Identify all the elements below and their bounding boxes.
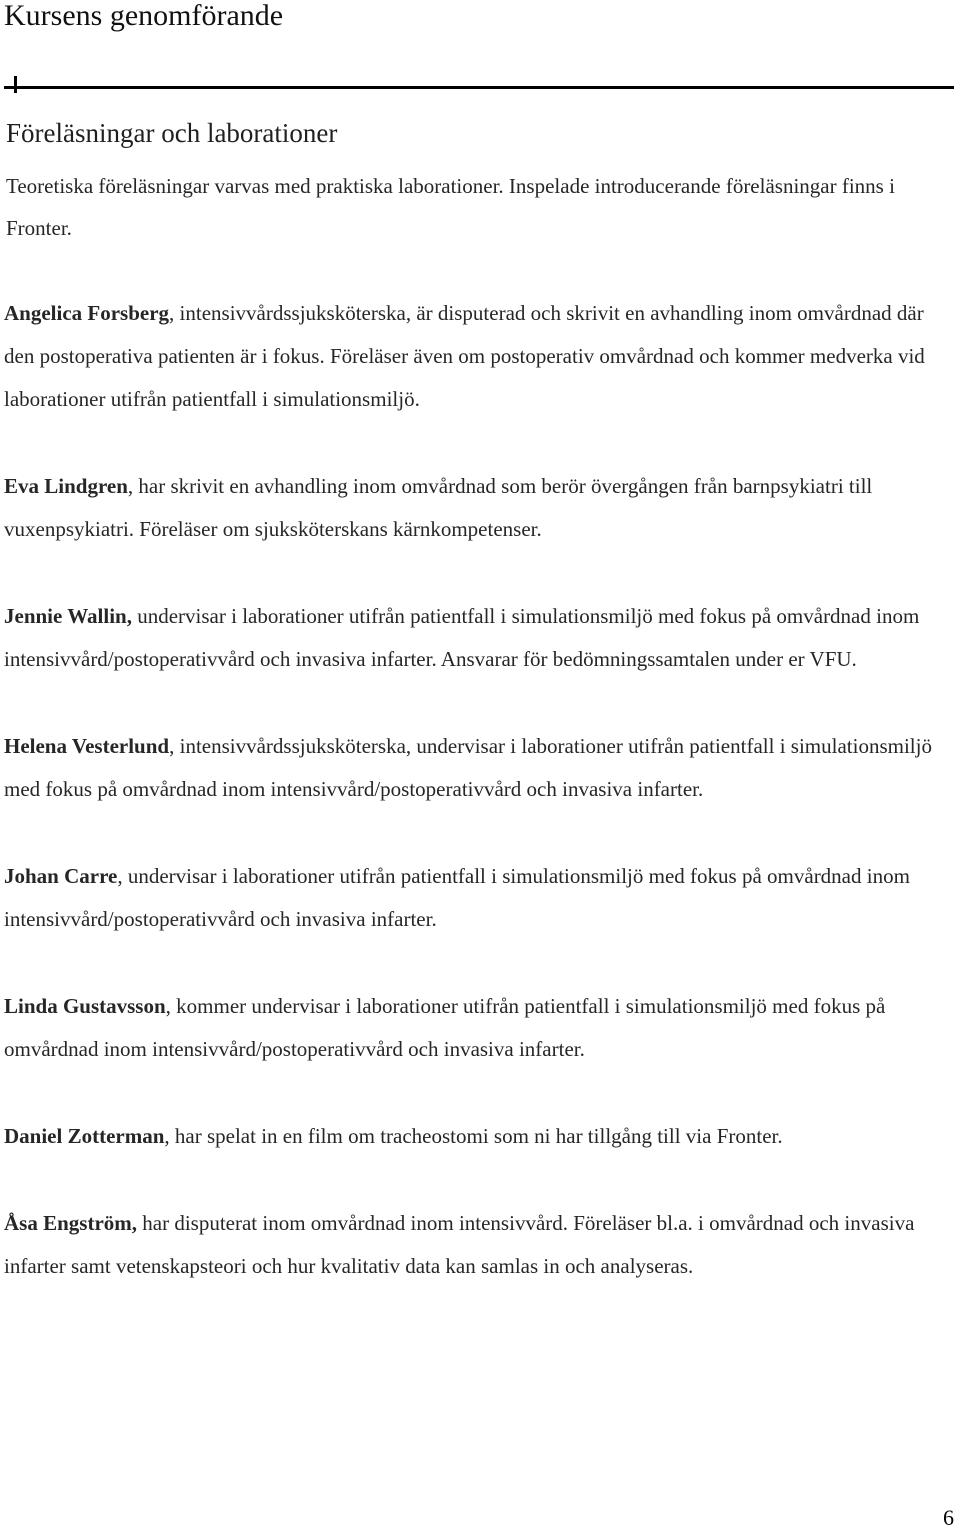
- person-description: , kommer undervisar i laborationer utifrån patientfall i simulationsmiljö med fokus på omvårdnad inom intensivvård/postoperativvård och invasiva infarter.: [4, 994, 886, 1061]
- person-name: Linda Gustavsson: [4, 994, 166, 1018]
- page-title: Kursens genomförande: [4, 0, 284, 32]
- person-paragraph: [4, 1115, 954, 1158]
- person-paragraph: [4, 595, 954, 681]
- intro-paragraph: Teoretiska föreläsningar varvas med praktiska laborationer. Inspelade introducerande föreläsningar finns i Fronter.: [6, 174, 895, 240]
- section-title: Föreläsningar och laborationer: [6, 118, 338, 148]
- staff-list: [4, 292, 954, 1332]
- person-description: , har skrivit en avhandling inom omvårdnad som berör övergången från barnpsykiatri till vuxenpsykiatri. Föreläser om sjuksköterskans kärnkompetenser.: [4, 474, 873, 541]
- person-paragraph: [4, 855, 954, 941]
- person-name: Angelica Forsberg: [4, 301, 170, 325]
- header-rule-tick: [14, 76, 17, 93]
- person-description: , intensivvårdssjuksköterska, är disputerad och skrivit en avhandling inom omvårdnad där den postoperativa patienten är i fokus. Föreläser även om postoperativ omvårdnad och kommer medverka vid laborationer utifrån patientfall i simulationsmiljö.: [4, 301, 925, 411]
- person-name: Johan Carre: [4, 864, 118, 888]
- person-paragraph: [4, 725, 954, 811]
- person-paragraph: [4, 1202, 954, 1288]
- person-paragraph: [4, 292, 954, 421]
- person-name: Eva Lindgren: [4, 474, 128, 498]
- person-name: Jennie Wallin,: [4, 604, 132, 628]
- header-rule: [4, 86, 954, 89]
- person-name: Åsa Engström,: [4, 1211, 138, 1235]
- person-description: undervisar i laborationer utifrån patientfall i simulationsmiljö med fokus på omvårdnad inom intensivvård/postoperativvård och invasiva infarter. Ansvarar för bedömningssamtalen under er VFU.: [4, 604, 920, 671]
- person-description: , har spelat in en film om tracheostomi som ni har tillgång till via Fronter.: [164, 1124, 783, 1148]
- person-name: Helena Vesterlund: [4, 734, 170, 758]
- person-name: Daniel Zotterman: [4, 1124, 165, 1148]
- person-description: , intensivvårdssjuksköterska, undervisar i laborationer utifrån patientfall i simulationsmiljö med fokus på omvårdnad inom intensivvård/postoperativvård och invasiva infarter.: [4, 734, 932, 801]
- person-paragraph: [4, 985, 954, 1071]
- person-description: har disputerat inom omvårdnad inom intensivvård. Föreläser bl.a. i omvårdnad och invasiva infarter samt vetenskapsteori och hur kvalitativ data kan samlas in och analyseras.: [4, 1211, 915, 1278]
- person-paragraph: [4, 465, 954, 551]
- person-description: , undervisar i laborationer utifrån patientfall i simulationsmiljö med fokus på omvårdnad inom intensivvård/postoperativvård och invasiva infarter.: [4, 864, 910, 931]
- page-number: 6: [943, 1505, 954, 1530]
